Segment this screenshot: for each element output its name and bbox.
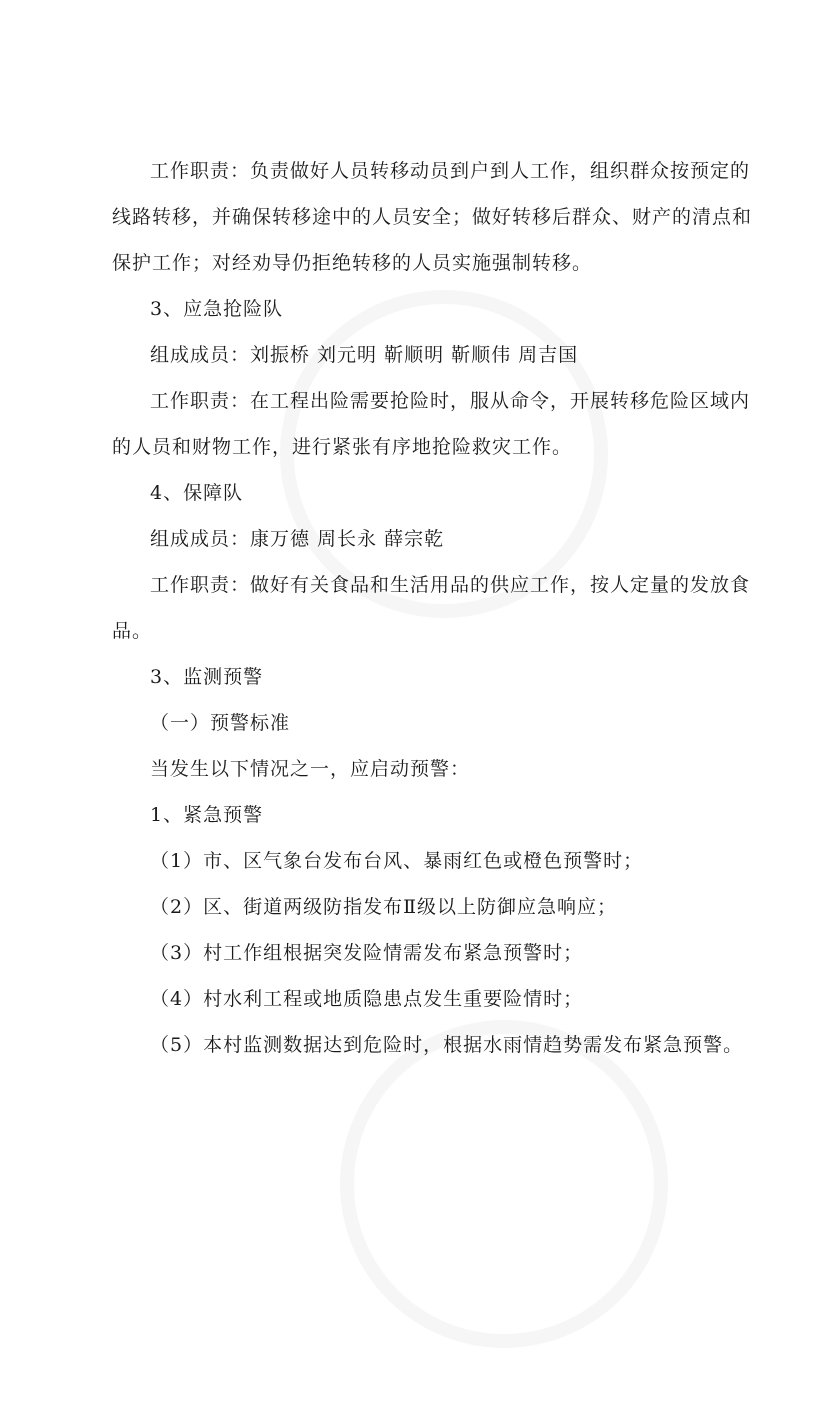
paragraph-line: 工作职责：做好有关食品和生活用品的供应工作，按人定量的发放食 [150, 574, 751, 596]
list-item: （4）村水利工程或地质隐患点发生重要险情时； [150, 988, 584, 1010]
list-item: （5）本村监测数据达到危险时，根据水雨情趋势需发布紧急预警。 [150, 1034, 744, 1056]
paragraph-line: 品。 [112, 620, 153, 642]
paragraph-line: 当发生以下情况之一，应启动预警： [150, 758, 471, 780]
document-body [112, 148, 753, 1068]
paragraph-line: 线路转移，并确保转移途中的人员安全；做好转移后群众、财产的清点和 [112, 206, 753, 228]
paragraph-line: 保护工作；对经劝导仍拒绝转移的人员实施强制转移。 [112, 252, 593, 274]
paragraph-line: 工作职责：负责做好人员转移动员到户到人工作，组织群众按预定的 [150, 160, 751, 182]
list-item: （3）村工作组根据突发险情需发布紧急预警时； [150, 942, 584, 964]
list-item: （1）市、区气象台发布台风、暴雨红色或橙色预警时； [150, 850, 644, 872]
section-heading: 3、监测预警 [150, 666, 264, 688]
members-line: 组成成员：刘振桥 刘元明 靳顺明 靳顺伟 周吉国 [150, 344, 579, 366]
paragraph-line: 工作职责：在工程出险需要抢险时，服从命令，开展转移危险区域内 [150, 390, 751, 412]
members-line: 组成成员：康万德 周长永 薛宗乾 [150, 528, 445, 550]
section-heading: 3、应急抢险队 [150, 298, 284, 320]
paragraph-line: 的人员和财物工作，进行紧张有序地抢险救灾工作。 [112, 436, 573, 458]
list-item: （2）区、街道两级防指发布Ⅱ级以上防御应急响应； [150, 896, 618, 918]
section-heading: 4、保障队 [150, 482, 244, 504]
section-heading: 1、紧急预警 [150, 804, 264, 826]
subsection-heading: （一）预警标准 [150, 712, 291, 734]
